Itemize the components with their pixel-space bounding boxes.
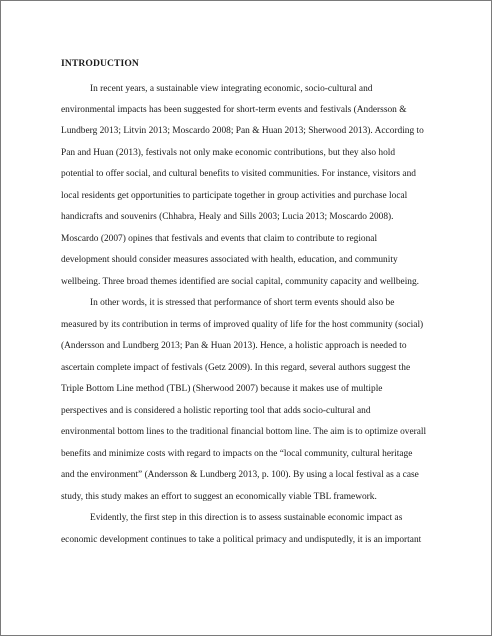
text-line: environmental bottom lines to the traditional financial bottom line. The aim is to optimize overall [61,427,427,437]
text-line: Pan and Huan (2013), festivals not only make economic contributions, but they also hold [61,148,396,158]
text-line: Moscardo (2007) opines that festivals and events that claim to contribute to regional [61,234,378,244]
text-line: development should consider measures associated with health, education, and community [61,255,398,265]
text-line: potential to offer social, and cultural benefits to visited communities. For instance, visitors and [61,169,416,179]
text-line: In recent years, a sustainable view integrating economic, socio-cultural and [90,84,373,94]
text-line: benefits and minimize costs with regard to impacts on the “local community, cultural heritage [61,449,413,459]
text-line: local residents get opportunities to participate together in group activities and purchase local [61,191,408,201]
text-line: measured by its contribution in terms of improved quality of life for the host community (social) [61,320,424,330]
text-line: (Andersson and Lundberg 2013; Pan & Huan 2013). Hence, a holistic approach is needed to [61,341,407,351]
section-heading: INTRODUCTION [61,58,139,69]
text-line: handicrafts and souvenirs (Chhabra, Healy and Sills 2003; Lucia 2013; Moscardo 2008). [61,212,394,222]
text-line: economic development continues to take a political primacy and undisputedly, it is an important [61,535,422,545]
text-line: ascertain complete impact of festivals (Getz 2009). In this regard, several authors suggest the [61,363,411,373]
text-line: In other words, it is stressed that performance of short term events should also be [90,298,395,308]
text-line: Lundberg 2013; Litvin 2013; Moscardo 2008; Pan & Huan 2013; Sherwood 2013). According to [61,126,424,136]
text-line: study, this study makes an effort to suggest an economically viable TBL framework. [61,492,377,502]
text-line: Triple Bottom Line method (TBL) (Sherwood 2007) because it makes use of multiple [61,384,383,394]
text-line: Evidently, the first step in this direction is to assess sustainable economic impact as [90,513,403,523]
text-line: wellbeing. Three broad themes identified are social capital, community capacity and wellbeing. [61,277,420,287]
text-line: perspectives and is considered a holistic reporting tool that adds socio-cultural and [61,406,371,416]
text-line: and the environment” (Andersson & Lundberg 2013, p. 100). By using a local festival as a case [61,470,419,480]
text-line: environmental impacts has been suggested for short-term events and festivals (Andersson & [61,105,407,115]
